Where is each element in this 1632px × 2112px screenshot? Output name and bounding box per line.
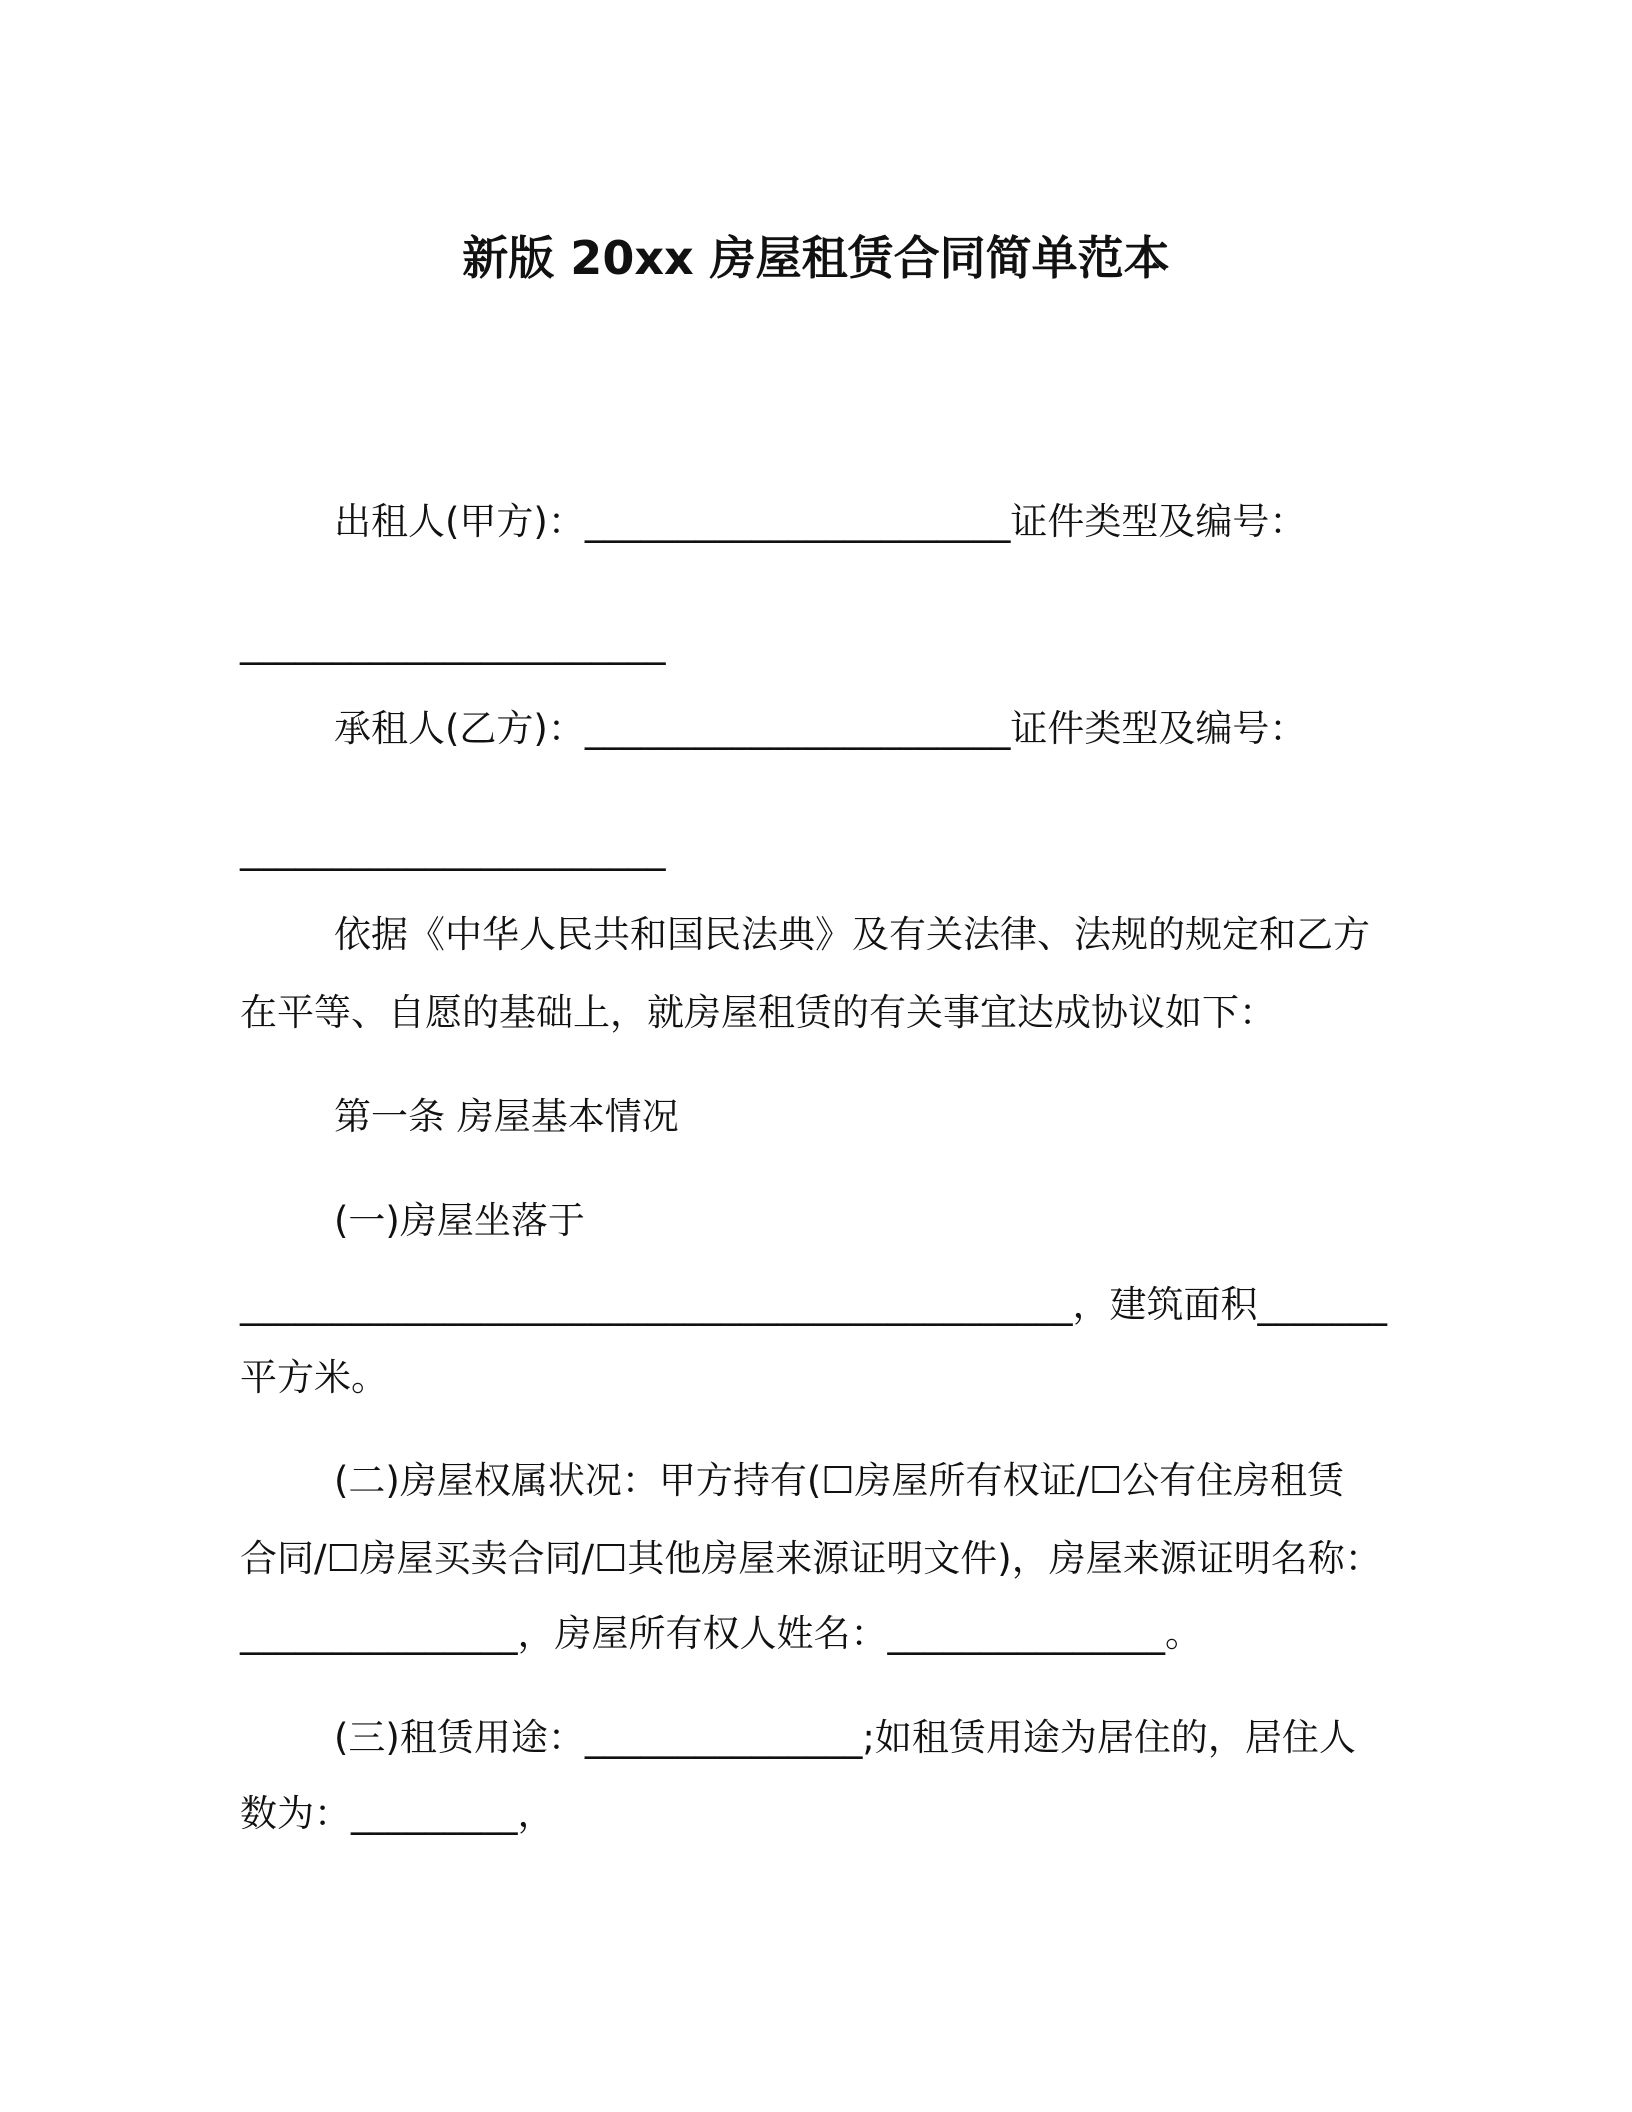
ownership-line-3: _______________，房屋所有权人姓名：_______________。: [240, 1612, 1202, 1655]
lessor-line: 出租人(甲方)：_______________________证件类型及编号：: [334, 500, 1307, 543]
document-title: 新版 20xx 房屋租赁合同简单范本: [462, 231, 1170, 285]
lessee-id-blank-line: _______________________: [240, 828, 666, 871]
use-line-1: (三)租赁用途：_______________;如租赁用途为居住的，居住人: [334, 1716, 1356, 1759]
lessor-id-blank-line: _______________________: [240, 622, 666, 665]
basis-line-2: 在平等、自愿的基础上，就房屋租赁的有关事宜达成协议如下：: [240, 991, 1276, 1034]
use-line-2: 数为：_________，: [240, 1792, 555, 1835]
property-location-heading: (一)房屋坐落于: [334, 1199, 585, 1242]
location-area-line: _____________________________________________，建筑面积_______: [240, 1283, 1387, 1326]
ownership-line-2: 合同/☐房屋买卖合同/☐其他房屋来源证明文件)，房屋来源证明名称：: [240, 1537, 1382, 1580]
basis-line-1: 依据《中华人民共和国民法典》及有关法律、法规的规定和乙方: [334, 913, 1370, 956]
lessee-line: 承租人(乙方)：_______________________证件类型及编号：: [334, 707, 1307, 750]
area-unit-line: 平方米。: [240, 1356, 388, 1399]
ownership-line-1: (二)房屋权属状况：甲方持有(☐房屋所有权证/☐公有住房租赁: [334, 1459, 1345, 1502]
article-1-heading: 第一条 房屋基本情况: [334, 1095, 679, 1138]
